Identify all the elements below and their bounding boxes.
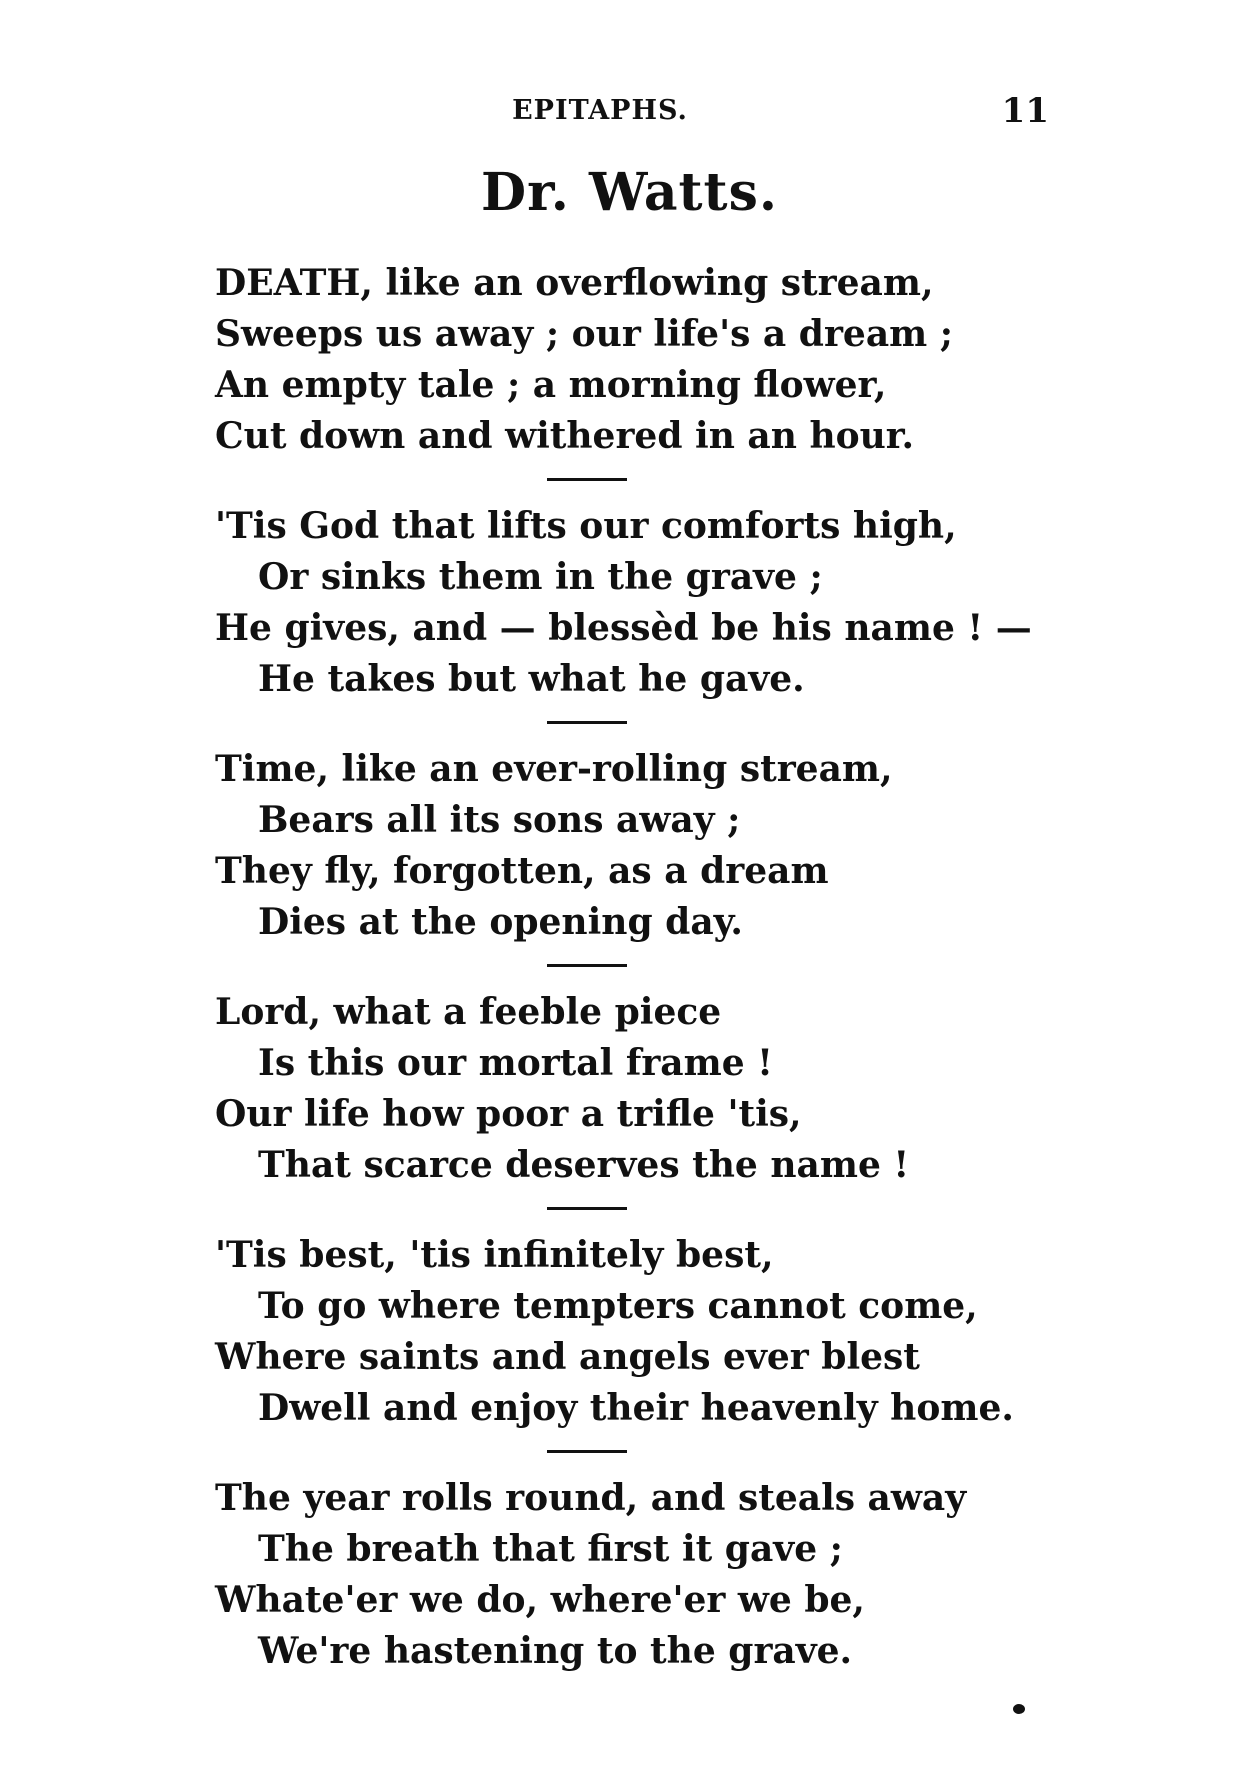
poem-line: We're hastening to the grave. xyxy=(258,1630,853,1672)
poem-line: Dies at the opening day. xyxy=(258,901,743,943)
poem-line: 'Tis God that lifts our comforts high, xyxy=(215,505,957,547)
poem-line: Bears all its sons away ; xyxy=(258,799,741,841)
poem-line: DEATH, like an overflowing stream, xyxy=(215,262,934,304)
stanza-3 xyxy=(215,744,1055,948)
poem-line: Is this our mortal frame ! xyxy=(258,1042,773,1084)
poem-line: That scarce deserves the name ! xyxy=(258,1144,910,1186)
stanza-6 xyxy=(215,1473,1055,1677)
poem-line: He gives, and — blessèd be his name ! — xyxy=(215,607,1032,649)
stanza-divider xyxy=(547,1450,627,1453)
stanza-1 xyxy=(215,258,1055,462)
ink-dot xyxy=(1013,1704,1025,1714)
poem-line: Or sinks them in the grave ; xyxy=(258,556,823,598)
running-title: EPITAPHS. xyxy=(512,95,688,126)
poem-line: Where saints and angels ever blest xyxy=(215,1336,920,1378)
poem-line: Sweeps us away ; our life's a dream ; xyxy=(215,313,954,355)
poem-line: Dwell and enjoy their heavenly home. xyxy=(258,1387,1014,1429)
stanza-5 xyxy=(215,1230,1055,1434)
poem-title: Dr. Watts. xyxy=(481,162,778,223)
poem-line: An empty tale ; a morning flower, xyxy=(215,364,887,406)
poem-line: Whate'er we do, where'er we be, xyxy=(215,1579,865,1621)
poem-line: The year rolls round, and steals away xyxy=(215,1477,967,1519)
poem-line: 'Tis best, 'tis infinitely best, xyxy=(215,1234,774,1276)
poem-line: They fly, forgotten, as a dream xyxy=(215,850,829,892)
stanza-4 xyxy=(215,987,1055,1191)
stanza-2 xyxy=(215,501,1055,705)
poem-line: Cut down and withered in an hour. xyxy=(215,415,914,457)
stanza-divider xyxy=(547,964,627,967)
poem-body xyxy=(215,258,1055,1677)
poem-line: To go where tempters cannot come, xyxy=(258,1285,978,1327)
stanza-divider xyxy=(547,721,627,724)
poem-line: Time, like an ever-rolling stream, xyxy=(215,748,893,790)
stanza-divider xyxy=(547,478,627,481)
poem-line: Lord, what a feeble piece xyxy=(215,991,722,1033)
page-number: 11 xyxy=(1001,91,1049,131)
stanza-divider xyxy=(547,1207,627,1210)
running-head xyxy=(0,91,1259,135)
poem-line: Our life how poor a trifle 'tis, xyxy=(215,1093,802,1135)
poem-line: He takes but what he gave. xyxy=(258,658,805,700)
poem-line: The breath that first it gave ; xyxy=(258,1528,843,1570)
